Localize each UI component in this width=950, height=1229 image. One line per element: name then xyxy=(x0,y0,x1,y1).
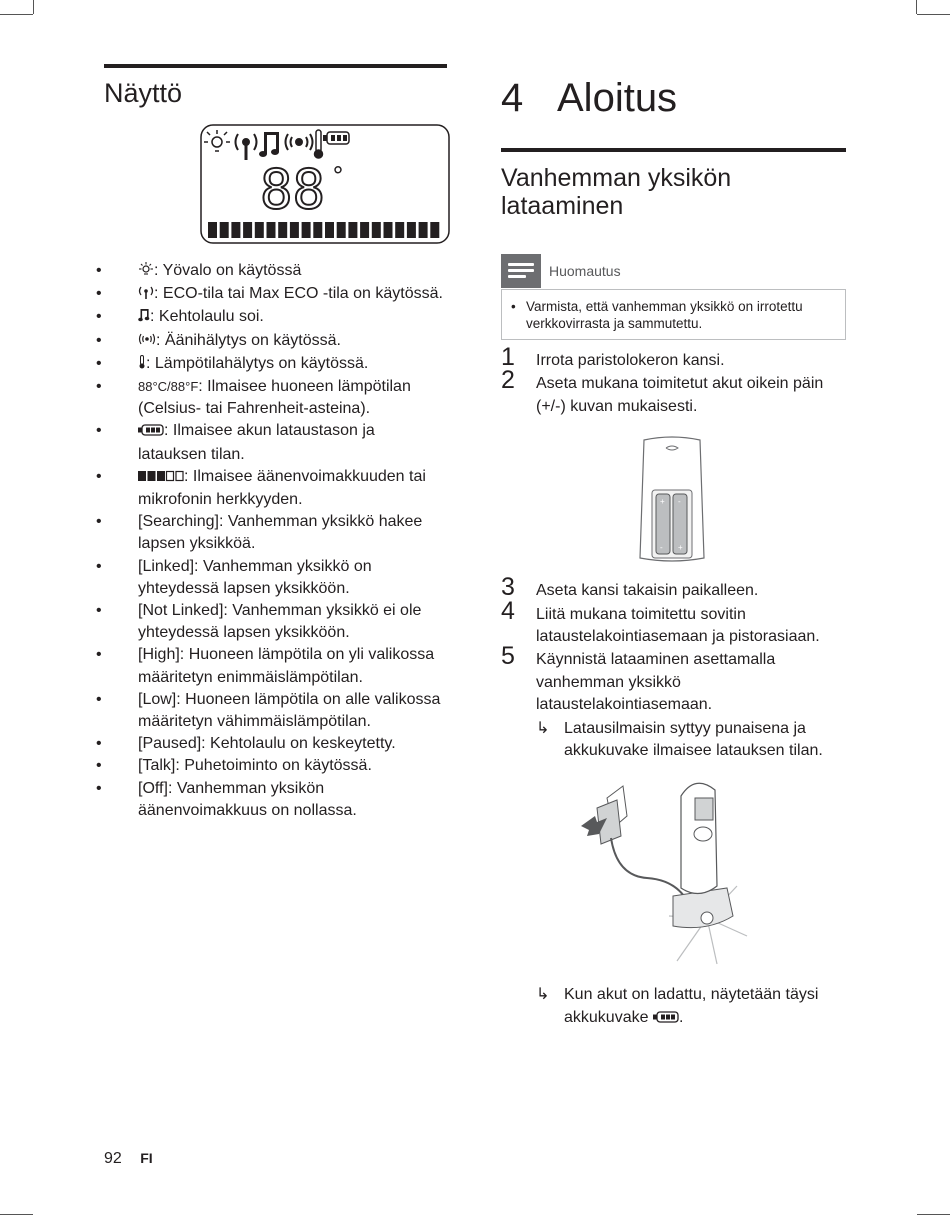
battery-icon xyxy=(138,421,164,443)
section-rule xyxy=(104,64,447,68)
page-number: 92 xyxy=(104,1150,122,1167)
lcd-volume-bar xyxy=(384,222,393,238)
note-icon xyxy=(501,254,541,288)
lcd-volume-bar xyxy=(220,222,229,238)
lcd-volume-bar xyxy=(395,222,404,238)
bullet-dot: • xyxy=(96,262,102,279)
bullet-dot: • xyxy=(96,757,102,775)
step-number: 3 xyxy=(501,573,515,602)
legend-item xyxy=(96,376,447,420)
bullet-dot: • xyxy=(96,331,102,349)
legend-term: [Paused] xyxy=(138,735,202,753)
legend-text: : Lämpötilahälytys on käytössä. xyxy=(146,354,369,372)
bullet-dot: • xyxy=(96,735,102,753)
note-box xyxy=(501,289,846,340)
svg-text:+: + xyxy=(678,543,683,553)
legend-item xyxy=(96,330,447,353)
lcd-volume-bar xyxy=(290,222,299,238)
steps-list-b xyxy=(501,573,846,716)
bullet-dot: • xyxy=(96,354,102,372)
legend-term: [Searching] xyxy=(138,513,219,531)
legend-text: : Vanhemman yksikkö on yhteydessä lapsen yksikköön. xyxy=(138,557,372,597)
svg-text:-: - xyxy=(660,543,663,553)
crop-mark xyxy=(916,0,917,14)
legend-item xyxy=(96,260,447,283)
charging-dock-illustration xyxy=(577,776,757,966)
legend-text: : Vanhemman yksikkö ei ole yhteydessä lapsen yksikköön. xyxy=(138,602,422,642)
step-item xyxy=(501,343,846,372)
lcd-volume-bar xyxy=(243,222,252,238)
legend-item xyxy=(96,556,447,600)
legend-item xyxy=(96,600,447,644)
legend-text: : Ilmaisee huoneen lämpötilan (Celsius- tai Fahrenheit-asteina). xyxy=(138,378,411,418)
step-number: 4 xyxy=(501,596,515,625)
thermometer-icon xyxy=(138,354,146,376)
lcd-volume-bar xyxy=(348,222,357,238)
page-footer xyxy=(104,1150,153,1168)
legend-item xyxy=(96,511,447,555)
lcd-volume-bar xyxy=(231,222,240,238)
volume-bars-icon xyxy=(138,467,184,489)
legend-text: : Vanhemman yksikkö hakee lapsen yksikköä. xyxy=(138,513,423,553)
legend-text: : Huoneen lämpötila on alle valikossa määritetyn vähimmäislämpötilan. xyxy=(138,690,441,731)
lcd-digits: 88 xyxy=(260,158,326,221)
step-text: Aseta mukana toimitetut akut oikein päin (+/-) kuvan mukaisesti. xyxy=(536,375,824,415)
lcd-volume-bar xyxy=(313,222,322,238)
crop-mark xyxy=(0,14,33,15)
lcd-volume-bar xyxy=(407,222,416,238)
note-title: Huomautus xyxy=(549,263,621,279)
bullet-dot: • xyxy=(96,557,102,575)
lcd-volume-bar xyxy=(360,222,369,238)
bullet-dot: • xyxy=(96,779,102,797)
chapter-name: Aloitus xyxy=(557,76,678,120)
battery-full-icon xyxy=(653,1011,679,1023)
battery-compartment-illustration xyxy=(638,436,706,564)
right-column xyxy=(501,64,846,1029)
lcd-volume-bar xyxy=(302,222,311,238)
left-column xyxy=(96,64,447,819)
bullet-dot: • xyxy=(96,378,102,396)
legend-term: [Talk] xyxy=(138,757,176,775)
legend-text: : Kehtolaulu soi. xyxy=(150,308,264,326)
language-code: FI xyxy=(140,1150,153,1166)
bullet-dot: • xyxy=(96,422,102,440)
crop-mark xyxy=(917,1214,950,1215)
display-legend-list xyxy=(96,260,447,822)
step-text: Aseta kansi takaisin paikalleen. xyxy=(536,582,759,600)
result-arrow-icon: ↳ xyxy=(536,986,550,1004)
legend-item xyxy=(96,778,447,822)
step-text: Liitä mukana toimitettu sovitin lataustelakointiasemaan ja pistorasiaan. xyxy=(536,605,820,646)
bullet-dot: • xyxy=(96,308,102,326)
result-arrow-icon: ↳ xyxy=(536,719,550,737)
legend-term: [Linked] xyxy=(138,557,195,575)
note-text: Varmista, että vanhemman yksikkö on irrotettu verkkovirrasta ja sammutettu. xyxy=(526,299,803,331)
crop-mark xyxy=(33,0,34,14)
lcd-volume-bar xyxy=(325,222,334,238)
step-item xyxy=(501,573,846,602)
legend-term: [High] xyxy=(138,646,180,664)
section-heading: Näyttö xyxy=(104,78,183,108)
legend-text: : Puhetoiminto on käytössä. xyxy=(175,757,372,775)
legend-item xyxy=(96,733,447,755)
legend-item xyxy=(96,283,447,306)
legend-item xyxy=(96,689,447,733)
legend-item xyxy=(96,420,447,465)
lcd-volume-bar xyxy=(267,222,276,238)
legend-text: : Ilmaisee äänenvoimakkuuden tai mikrofonin herkkyyden. xyxy=(138,467,426,509)
lcd-degree: ° xyxy=(332,162,344,190)
legend-text: : ECO-tila tai Max ECO -tila on käytössä. xyxy=(154,285,443,303)
chapter-number: 4 xyxy=(501,76,524,120)
lcd-volume-bar xyxy=(255,222,264,238)
note-header xyxy=(501,254,846,288)
bullet-dot: • xyxy=(511,299,516,314)
result-text: Latausilmaisin syttyy punaisena ja akkukuvake ilmaisee latauksen tilan. xyxy=(564,719,823,760)
bullet-dot: • xyxy=(96,467,102,485)
lcd-illustration xyxy=(200,124,450,246)
legend-item xyxy=(96,755,447,777)
step-item xyxy=(501,642,846,716)
result-text-2: Kun akut on ladattu, näytetään täysi akkukuvake xyxy=(564,986,819,1026)
legend-term: [Low] xyxy=(138,690,177,708)
crop-mark xyxy=(917,14,950,15)
bullet-dot: • xyxy=(96,602,102,620)
legend-term: [Off] xyxy=(138,779,168,797)
bullet-dot: • xyxy=(96,690,102,708)
legend-text: : Yövalo on käytössä xyxy=(154,262,302,279)
legend-item xyxy=(96,353,447,376)
steps-list-a xyxy=(501,343,846,418)
legend-item xyxy=(96,306,447,329)
legend-text: : Äänihälytys on käytössä. xyxy=(156,331,341,349)
legend-term: [Not Linked] xyxy=(138,602,224,620)
chapter-rule xyxy=(501,148,846,152)
legend-item xyxy=(96,644,447,688)
svg-text:-: - xyxy=(678,497,681,507)
result-line xyxy=(501,718,846,763)
step-number: 5 xyxy=(501,642,515,671)
crop-mark xyxy=(0,1214,33,1215)
lcd-volume-bar xyxy=(372,222,381,238)
step-item xyxy=(501,366,846,418)
step-text: Käynnistä lataaminen asettamalla vanhemman yksikkö lataustelakointiasemaan. xyxy=(536,651,776,714)
legend-item xyxy=(96,466,447,511)
lcd-volume-bar xyxy=(278,222,287,238)
sun-icon xyxy=(138,261,154,283)
lcd-volume-bar xyxy=(337,222,346,238)
sound-alert-icon xyxy=(138,331,156,353)
lcd-volume-bar xyxy=(430,222,439,238)
legend-text: : Vanhemman yksikön äänenvoimakkuus on nollassa. xyxy=(138,779,357,819)
result-line-2 xyxy=(501,984,846,1029)
result-text-2-end: . xyxy=(678,1008,684,1026)
legend-text: : Kehtolaulu on keskeytetty. xyxy=(201,735,396,753)
bullet-dot: • xyxy=(96,513,102,531)
lcd-volume-bar xyxy=(208,222,217,238)
chapter-title xyxy=(501,64,846,128)
legend-term: 88°C/88°F xyxy=(138,379,199,395)
svg-text:+: + xyxy=(660,497,665,507)
step-number: 2 xyxy=(501,366,515,395)
music-note-icon xyxy=(138,307,150,329)
bullet-dot: • xyxy=(96,646,102,664)
step-item xyxy=(501,596,846,649)
subsection-heading: Vanhemman yksikön lataaminen xyxy=(501,164,732,220)
legend-text: : Huoneen lämpötila on yli valikossa määritetyn enimmäislämpötilan. xyxy=(138,646,435,686)
step-text: Irrota paristolokeron kansi. xyxy=(536,352,725,369)
bullet-dot: • xyxy=(96,285,102,303)
eco-antenna-icon xyxy=(138,284,154,306)
lcd-volume-bar xyxy=(419,222,428,238)
legend-text: : Ilmaisee akun lataustason ja latauksen tilan. xyxy=(138,422,375,463)
step-number: 1 xyxy=(501,343,515,371)
